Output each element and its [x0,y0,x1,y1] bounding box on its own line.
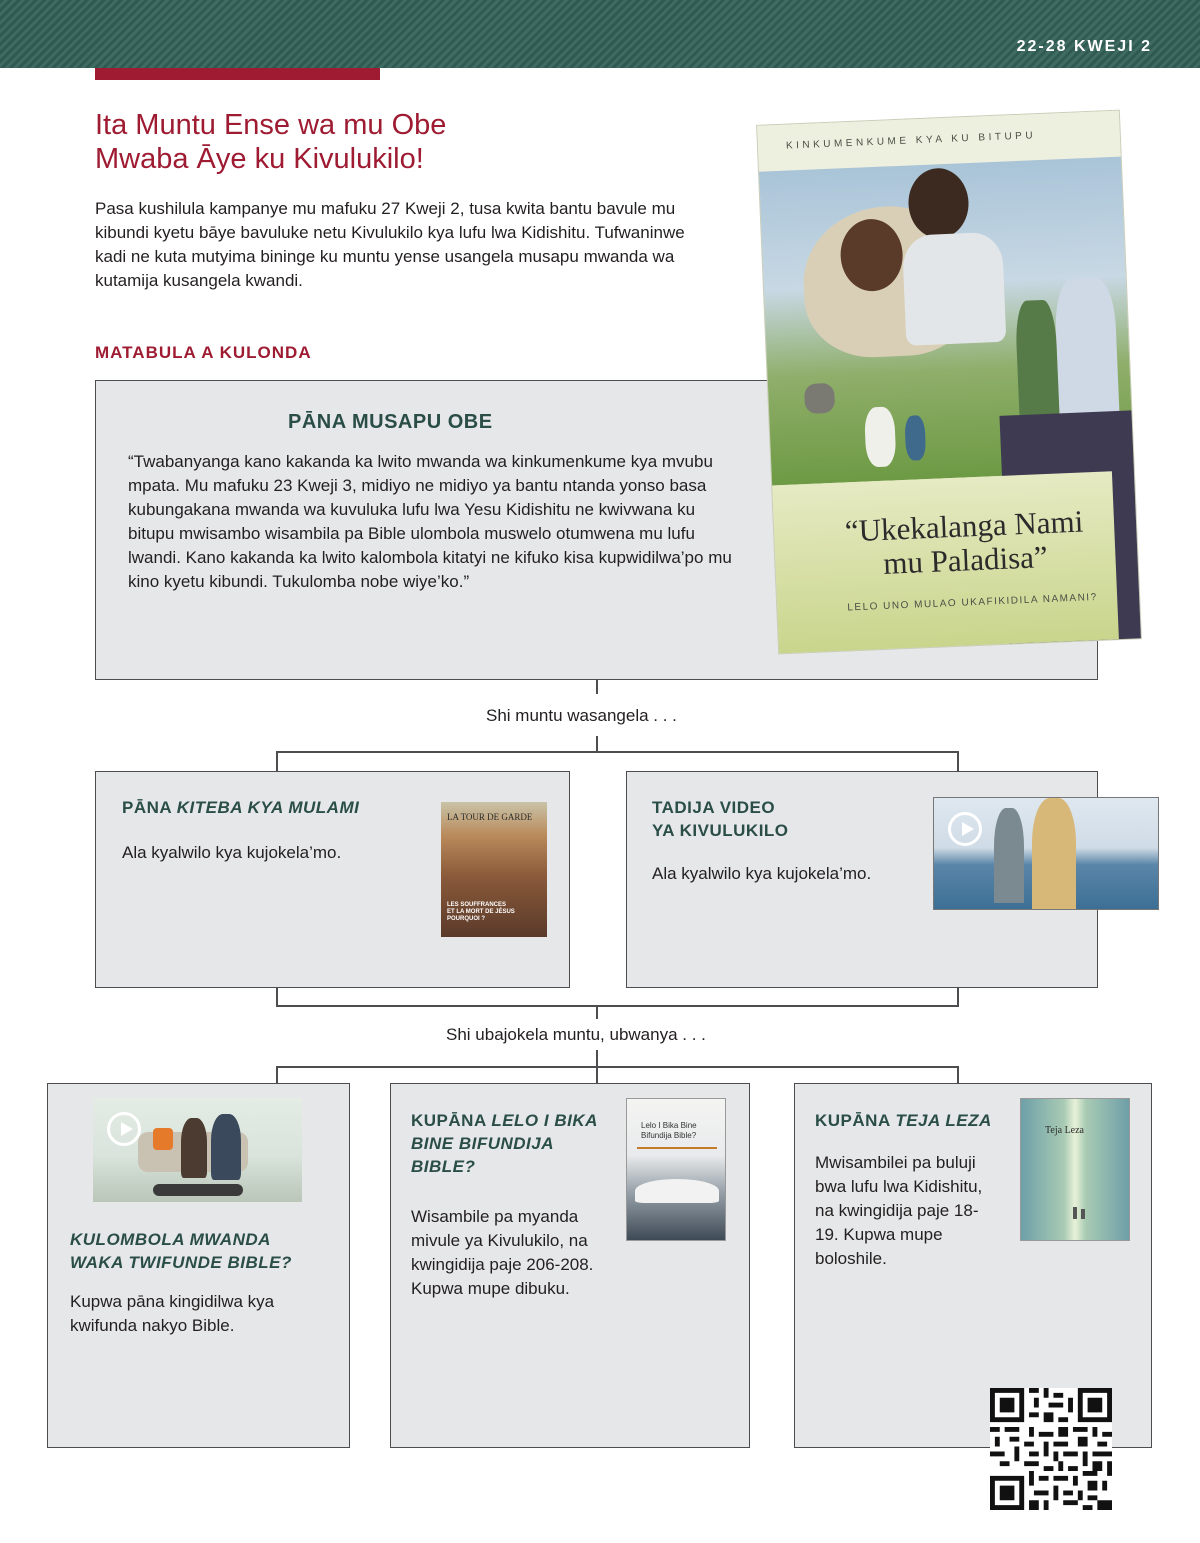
book-title: Lelo I Bika Bine Bifundija Bible? [641,1121,697,1140]
main-box-heading: PĀNA MUSAPU OBE [288,411,493,433]
connector-line [596,680,598,694]
connector-line [276,1005,959,1007]
listen-to-god-option-text: Mwisambilei pa buluji bwa lufu lwa Kidishitu, na kwingidija paje 18-19. Kupwa mupe boloshile. [815,1153,983,1268]
bible-teach-option-text: Wisambile pa myanda mivule ya Kivulukilo, na kwingidija paje 206-208. Kupwa mupe dibuku. [411,1207,594,1298]
heading-plain: KUPĀNA [815,1111,896,1130]
invitation-top-text: KINKUMENKUME KYA KU BITUPU [785,130,1037,152]
connector-line [276,1066,278,1084]
connector-line [957,751,959,772]
connector-line [596,1005,598,1019]
play-icon[interactable] [107,1112,141,1146]
video-option-text: Ala kyalwilo kya kujokela’mo. [652,864,872,883]
heading-line: TADIJA VIDEO [652,798,776,817]
connector-line [596,1050,598,1067]
intro-paragraph: Pasa kushilula kampanye mu mafuku 27 Kweji 2, tusa kwita bantu bavule mu kibundi kyetu bāye bavuluke netu Kivulukilo kya lufu lwa Kidishitu. Tufwaninwe kadi ne kuta mutyima bininge ku muntu yense usangela musapu mwanda wa kutamija kusangela kwandi. [95,199,685,290]
bible-study-video-thumbnail[interactable] [93,1098,302,1202]
memorial-video-thumbnail[interactable] [933,797,1159,910]
week-label: 22-28 KWEJI 2 [1016,38,1152,55]
heading-italic: BINE BIFUNDIJA [411,1134,555,1153]
heading-italic: BIBLE? [411,1157,476,1176]
section-heading: MATABULA A KULONDA [95,343,312,362]
magazine-option-text: Ala kyalwilo kya kujokela’mo. [122,843,342,862]
connector-line [596,736,598,752]
play-icon[interactable] [948,812,982,846]
heading-plain: KUPĀNA [411,1111,492,1130]
listen-to-god-brochure-image [1020,1098,1130,1241]
magazine-caption [447,902,515,923]
invitation-title-line-2: mu Paladisa” [882,539,1049,581]
connector-line [957,988,959,1006]
heading-italic: KITEBA KYA MULAMI [176,798,360,817]
magazine-caption-line: ET LA MORT DE JÉSUS [447,909,515,915]
bible-study-option-heading [70,1228,292,1274]
connector-line [276,988,278,1006]
connector-text-1: Shi muntu wasangela . . . [478,706,685,726]
connector-line [957,1066,959,1084]
main-box-quote: “Twabanyanga kano kakanda ka lwito mwanda wa kinkumenkume kya mvubu mpata. Mu mafuku 23 Kweji 3, midiyo ne midiyo ya bantu ntanda yonso basa kubungakana mwanda wa kuvuluka lufu lwa Yesu Kidishitu ne kwivwana ku bitupu mwisambo wisambila pa Bible ulombola muswelo otumwena mu lufu lwandi. Kano kakanda ka lwito kalombola kitatyi ne kifuko kisa kupwidilwa’po mu kino kyetu kibundi. Tukulomba nobe wiye’ko.” [128,452,732,591]
connector-text-2: Shi ubajokela muntu, ubwanya . . . [438,1025,714,1045]
invitation-title [803,503,1126,584]
heading-line: KULOMBOLA MWANDA [70,1230,271,1249]
accent-bar [95,68,380,80]
connector-line [276,751,959,753]
invitation-title-line-1: “Ukekalanga Nami [844,503,1084,549]
invitation-subtitle: LELO UNO MULAO UKAFIKIDILA NAMANI? [847,591,1098,614]
connector-line [276,1066,959,1068]
magazine-title: LA TOUR DE GARDE [447,812,533,822]
heading-italic: LELO I BIKA [491,1111,598,1130]
video-option-heading [652,796,789,842]
bible-teach-option-heading [411,1109,598,1178]
brochure-title: Teja Leza [1045,1125,1084,1136]
title-line-1: Ita Muntu Ense wa mu Obe [95,109,447,141]
title-line-2: Mwaba Āye ku Kivulukilo! [95,143,424,175]
listen-to-god-option-heading [815,1109,992,1132]
bible-study-option-text: Kupwa pāna kingidilwa kya kwifunda nakyo Bible. [70,1292,275,1335]
heading-line: WAKA TWIFUNDE BIBLE? [70,1253,292,1272]
connector-line [276,751,278,772]
heading-plain: PĀNA [122,798,177,817]
page-title [95,108,615,176]
connector-line [596,1066,598,1084]
header-band [0,0,1200,68]
magazine-caption-line: LES SOUFFRANCES [447,902,507,908]
magazine-caption-line: POURQUOI ? [447,916,486,922]
magazine-option-heading [122,796,359,819]
heading-italic: TEJA LEZA [895,1111,992,1130]
bible-teach-book-image [626,1098,726,1241]
watchtower-magazine-image [441,802,547,937]
invitation-card [757,111,1141,654]
heading-line: YA KIVULUKILO [652,821,789,840]
qr-code[interactable] [990,1388,1112,1510]
